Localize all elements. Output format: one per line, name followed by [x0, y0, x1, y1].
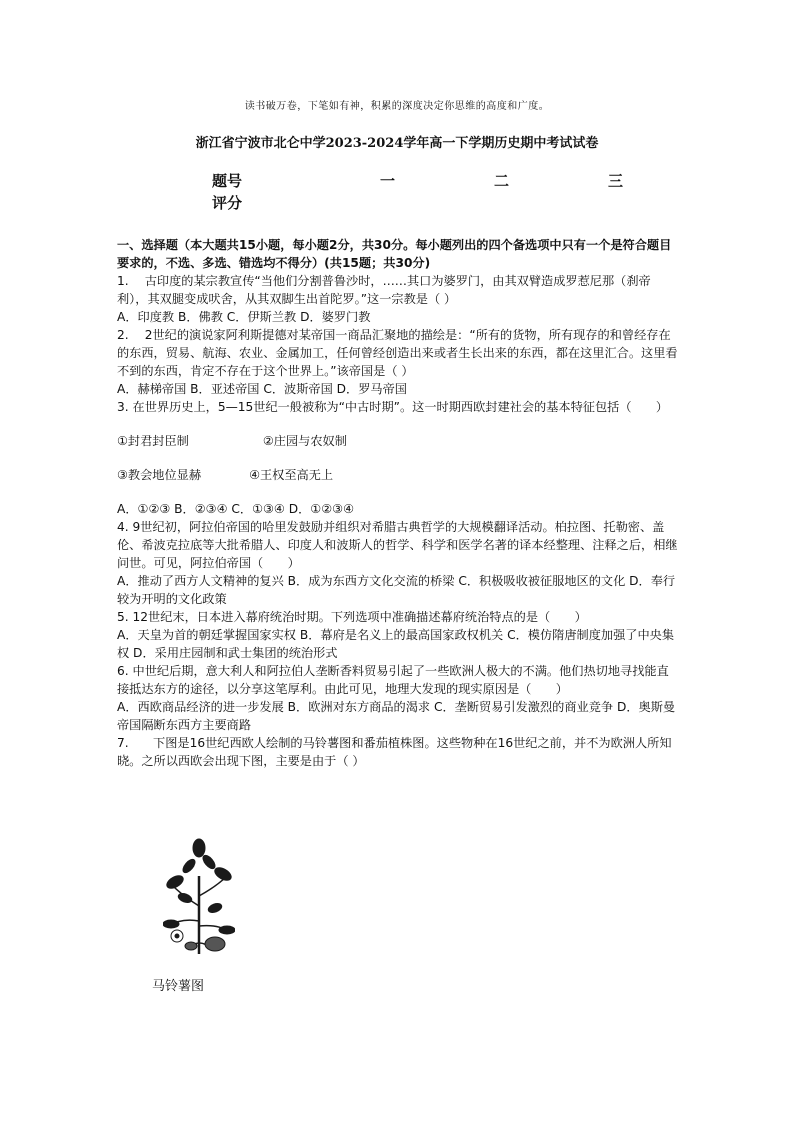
- question-3-item-3: ③教会地位显赫: [117, 468, 202, 482]
- question-3-item-1: ①封君封臣制: [117, 434, 189, 448]
- column-header-3: 三: [608, 172, 624, 190]
- page-motto: 读书破万卷，下笔如有神，积累的深度决定你思维的高度和广度。: [244, 101, 550, 112]
- question-6-stem: 6. 中世纪后期，意大利人和阿拉伯人垄断香料贸易引起了一些欧洲人极大的不满。他们热切地寻找能直接抵达东方的途径，以分享这笔厚利。由此可见，地理大发现的现实原因是（ ）: [117, 664, 669, 696]
- question-3-options: A．①②③ B．②③④ C．①③④ D．①②③④: [117, 502, 355, 516]
- question-3-item-4: ④王权至高无上: [249, 468, 334, 482]
- potato-plant-drawing: [163, 836, 235, 954]
- question-2-options: A．赫梯帝国 B．亚述帝国 C．波斯帝国 D．罗马帝国: [117, 382, 407, 396]
- row-label-number: 题号: [212, 172, 243, 190]
- question-1-options: A．印度教 B．佛教 C．伊斯兰教 D．婆罗门教: [117, 310, 371, 324]
- potato-plant-illustration: [163, 836, 235, 954]
- question-6-options: A．西欧商品经济的进一步发展 B．欧洲对东方商品的渴求 C．垄断贸易引发激烈的商业竞争 D．奥斯曼帝国隔断东西方主要商路: [117, 700, 676, 732]
- question-5-options: A．天皇为首的朝廷掌握国家实权 B．幕府是名义上的最高国家政权机关 C．模仿隋唐制度加强了中央集权 D．采用庄园制和武士集团的统治形式: [117, 628, 675, 660]
- question-content: [117, 236, 679, 770]
- question-1-stem: 1. 古印度的某宗教宣传“当他们分割普鲁沙时，……其口为婆罗门，由其双臂造成罗惹尼那（刹帝利），其双腿变成吠舍，从其双脚生出首陀罗。”这一宗教是（ ）: [117, 274, 651, 306]
- question-2-stem: 2. 2世纪的演说家阿利斯提德对某帝国一商品汇聚地的描绘是：“所有的货物，所有现存的和曾经存在的东西，贸易、航海、农业、金属加工，任何曾经创造出来或者生长出来的东西，都在这里汇合。这里看不到的东西，肯定不存在于这个世界上。”该帝国是（ ）: [117, 328, 678, 378]
- question-4-stem: 4. 9世纪初，阿拉伯帝国的哈里发鼓励并组织对希腊古典哲学的大规模翻译活动。柏拉图、托勒密、盖伦、希波克拉底等大批希腊人、印度人和波斯人的哲学、科学和医学名著的译本经整理、注释之后，相继问世。可见，阿拉伯帝国（ ）: [117, 520, 678, 570]
- column-header-1: 一: [380, 172, 396, 190]
- question-3-items-line-1: [117, 432, 679, 450]
- question-5-stem: 5. 12世纪末，日本进入幕府统治时期。下列选项中准确描述幕府统治特点的是（ ）: [117, 610, 587, 624]
- question-4-options: A．推动了西方人文精神的复兴 B．成为东西方文化交流的桥梁 C．积极吸收被征服地区的文化 D．奉行较为开明的文化政策: [117, 574, 676, 606]
- question-3-items-line-2: [117, 466, 679, 484]
- question-7-stem: 7. 下图是16世纪西欧人绘制的马铃薯图和番茄植株图。这些物种在16世纪之前，并不为欧洲人所知晓。之所以西欧会出现下图，主要是由于（ ）: [117, 736, 672, 768]
- section-heading: 一、选择题（本大题共15小题，每小题2分，共30分。每小题列出的四个备选项中只有一个是符合题目要求的，不选、多选、错选均不得分）(共15题；共30分): [117, 238, 672, 270]
- question-3-stem: 3. 在世界历史上，5—15世纪一般被称为“中古时期”。这一时期西欧封建社会的基本特征包括（ ）: [117, 400, 669, 414]
- row-label-score: 评分: [212, 194, 243, 212]
- question-3-item-2: ②庄园与农奴制: [262, 434, 347, 448]
- exam-title: 浙江省宁波市北仑中学2023-2024学年高一下学期历史期中考试试卷: [195, 136, 599, 151]
- column-header-2: 二: [494, 172, 510, 190]
- figure-caption: 马铃薯图: [152, 979, 205, 994]
